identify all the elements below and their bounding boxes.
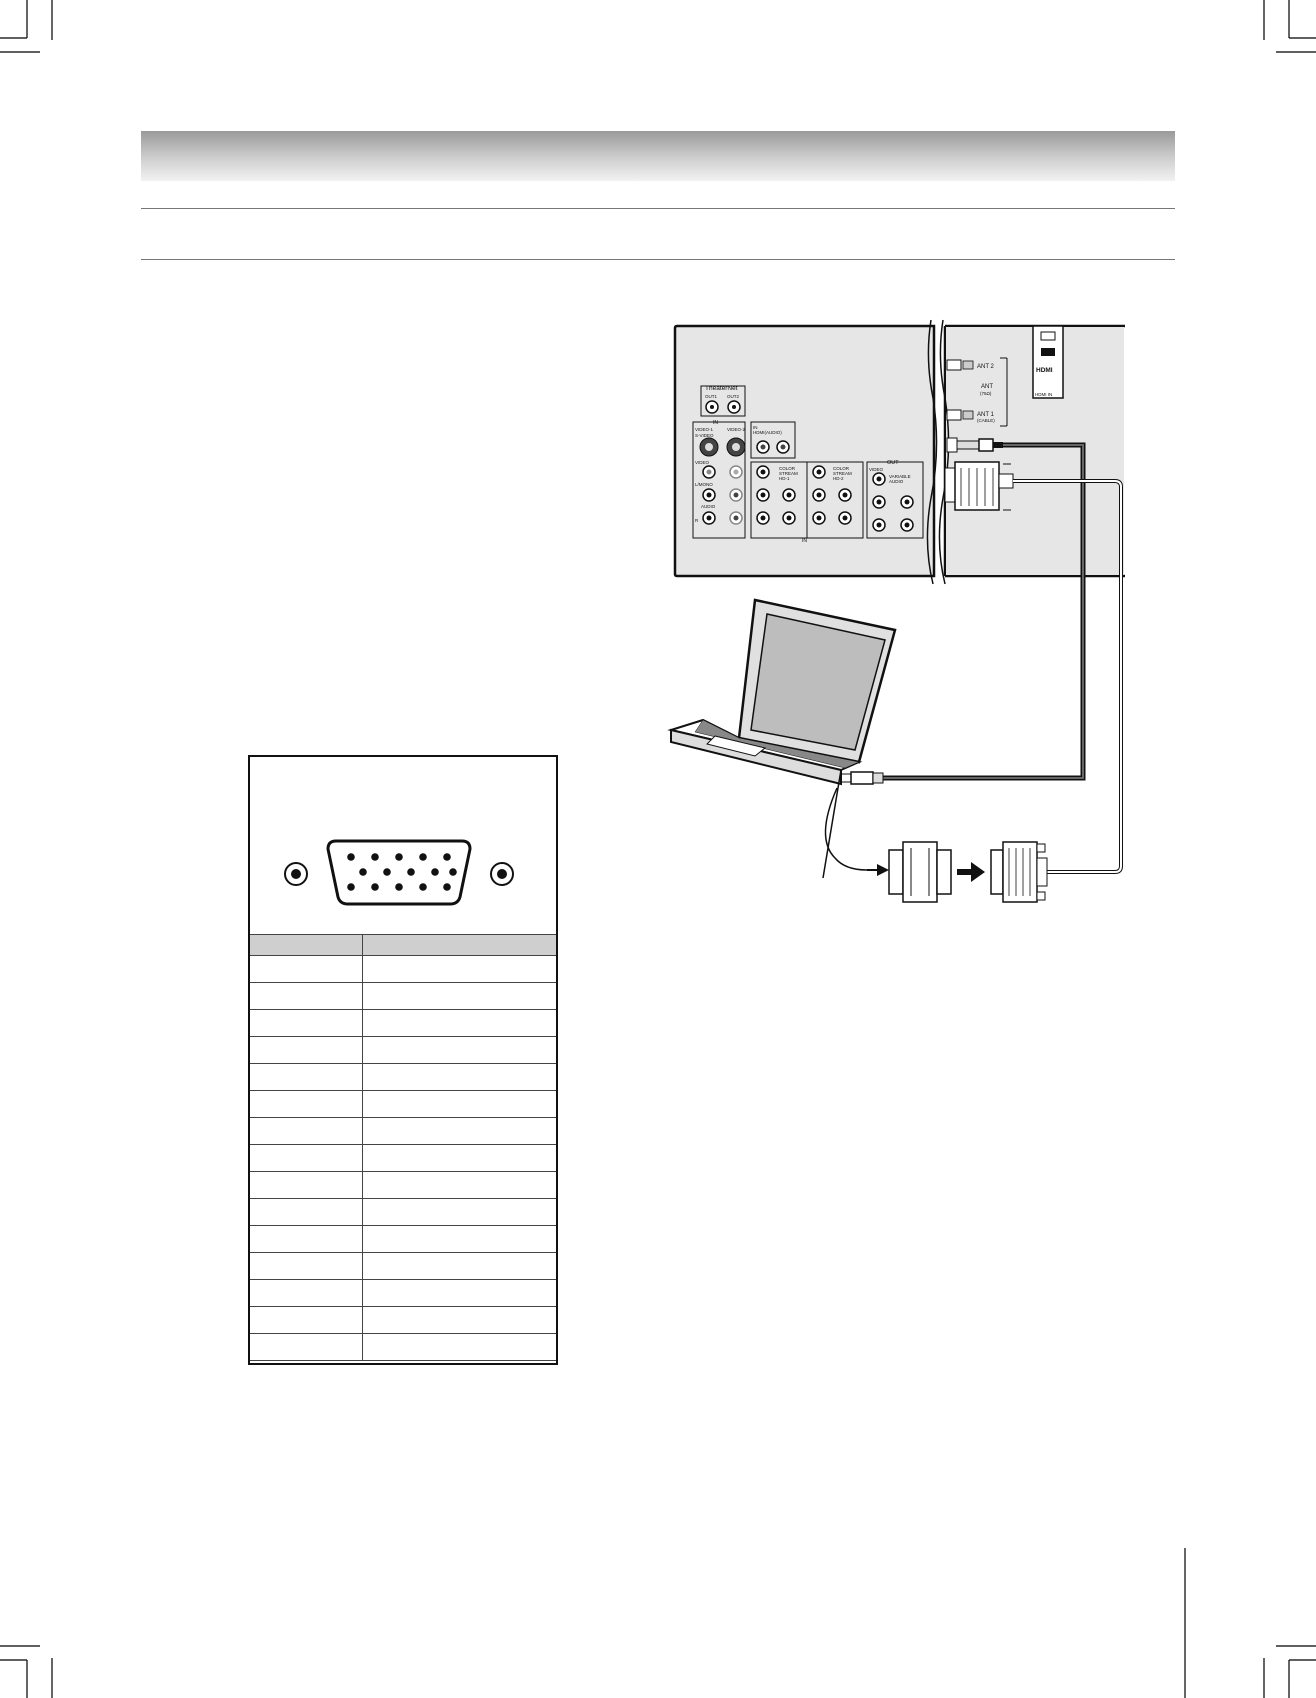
table-row: [250, 1199, 556, 1226]
pin-number-cell: [250, 1253, 363, 1279]
vga-pin-assignment-table: [248, 755, 558, 1365]
colorstream2-label: COLOR STREAM HD-2: [833, 466, 852, 481]
video1-label: VIDEO-1: [695, 427, 714, 432]
hdmi-in-label: HDMI IN: [1035, 392, 1053, 397]
table-row: [250, 983, 556, 1010]
pin-number-cell: [250, 956, 363, 982]
table-row: [250, 1172, 556, 1199]
pin-number-cell: [250, 1280, 363, 1306]
vga-connector-icon: [250, 757, 556, 933]
ant2-label: ANT 2: [977, 364, 994, 370]
pin-number-cell: [250, 1037, 363, 1063]
out1-label: OUT1: [705, 394, 718, 399]
tv-pc-connection-diagram: [655, 318, 1135, 918]
ant1-cable-label: (CABLE): [977, 418, 995, 423]
header-rule-top: [141, 208, 1175, 209]
table-row: [250, 1010, 556, 1037]
lmono-label: L/MONO: [695, 482, 713, 487]
audio-label: AUDIO: [701, 504, 716, 509]
hdmi-audio-label: IN HDMI(AUDIO): [753, 425, 782, 435]
table-row: [250, 1253, 556, 1280]
r-label: R: [695, 518, 699, 523]
pin-number-cell: [250, 1199, 363, 1225]
pin-number-cell: [250, 1334, 363, 1360]
table-row: [250, 1334, 556, 1361]
table-row: [250, 1280, 556, 1307]
table-row: [250, 1091, 556, 1118]
hdmi-logo: HDMI: [1036, 367, 1053, 374]
table-row: [250, 1307, 556, 1334]
header-rule-bottom: [141, 259, 1175, 260]
out-video-label: VIDEO: [869, 467, 884, 472]
pin-number-cell: [250, 1307, 363, 1333]
in-label-bottom: IN: [802, 538, 807, 544]
pin-number-cell: [250, 1064, 363, 1090]
ant-ohm-label: (75Ω): [980, 391, 992, 396]
ant1-label: ANT 1: [977, 412, 994, 418]
table-row: [250, 1118, 556, 1145]
theaternet-label: TheaterNet: [705, 385, 738, 392]
video-label: VIDEO: [695, 460, 710, 465]
table-row: [250, 1037, 556, 1064]
table-row: [250, 1226, 556, 1253]
pin-number-cell: [250, 1145, 363, 1171]
in-label-top: IN: [713, 420, 718, 426]
out2-label: OUT2: [727, 394, 740, 399]
ant-label: ANT: [981, 384, 993, 390]
pin-table-header: [250, 934, 556, 956]
pin-number-cell: [250, 1091, 363, 1117]
pin-number-cell: [250, 983, 363, 1009]
pin-number-cell: [250, 1118, 363, 1144]
variable-audio-label: VARIABLE AUDIO: [889, 474, 911, 484]
svideo-label: S-VIDEO: [695, 433, 714, 438]
table-row: [250, 1064, 556, 1091]
laptop-icon: [671, 600, 895, 878]
table-row: [250, 1145, 556, 1172]
section-header-band: [141, 131, 1175, 181]
colorstream1-label: COLOR STREAM HD-1: [779, 466, 798, 481]
table-row: [250, 956, 556, 983]
out-label: OUT: [887, 460, 899, 466]
video2-label: VIDEO-2: [727, 427, 746, 432]
pin-number-cell: [250, 1172, 363, 1198]
pin-number-cell: [250, 1226, 363, 1252]
pin-number-cell: [250, 1010, 363, 1036]
